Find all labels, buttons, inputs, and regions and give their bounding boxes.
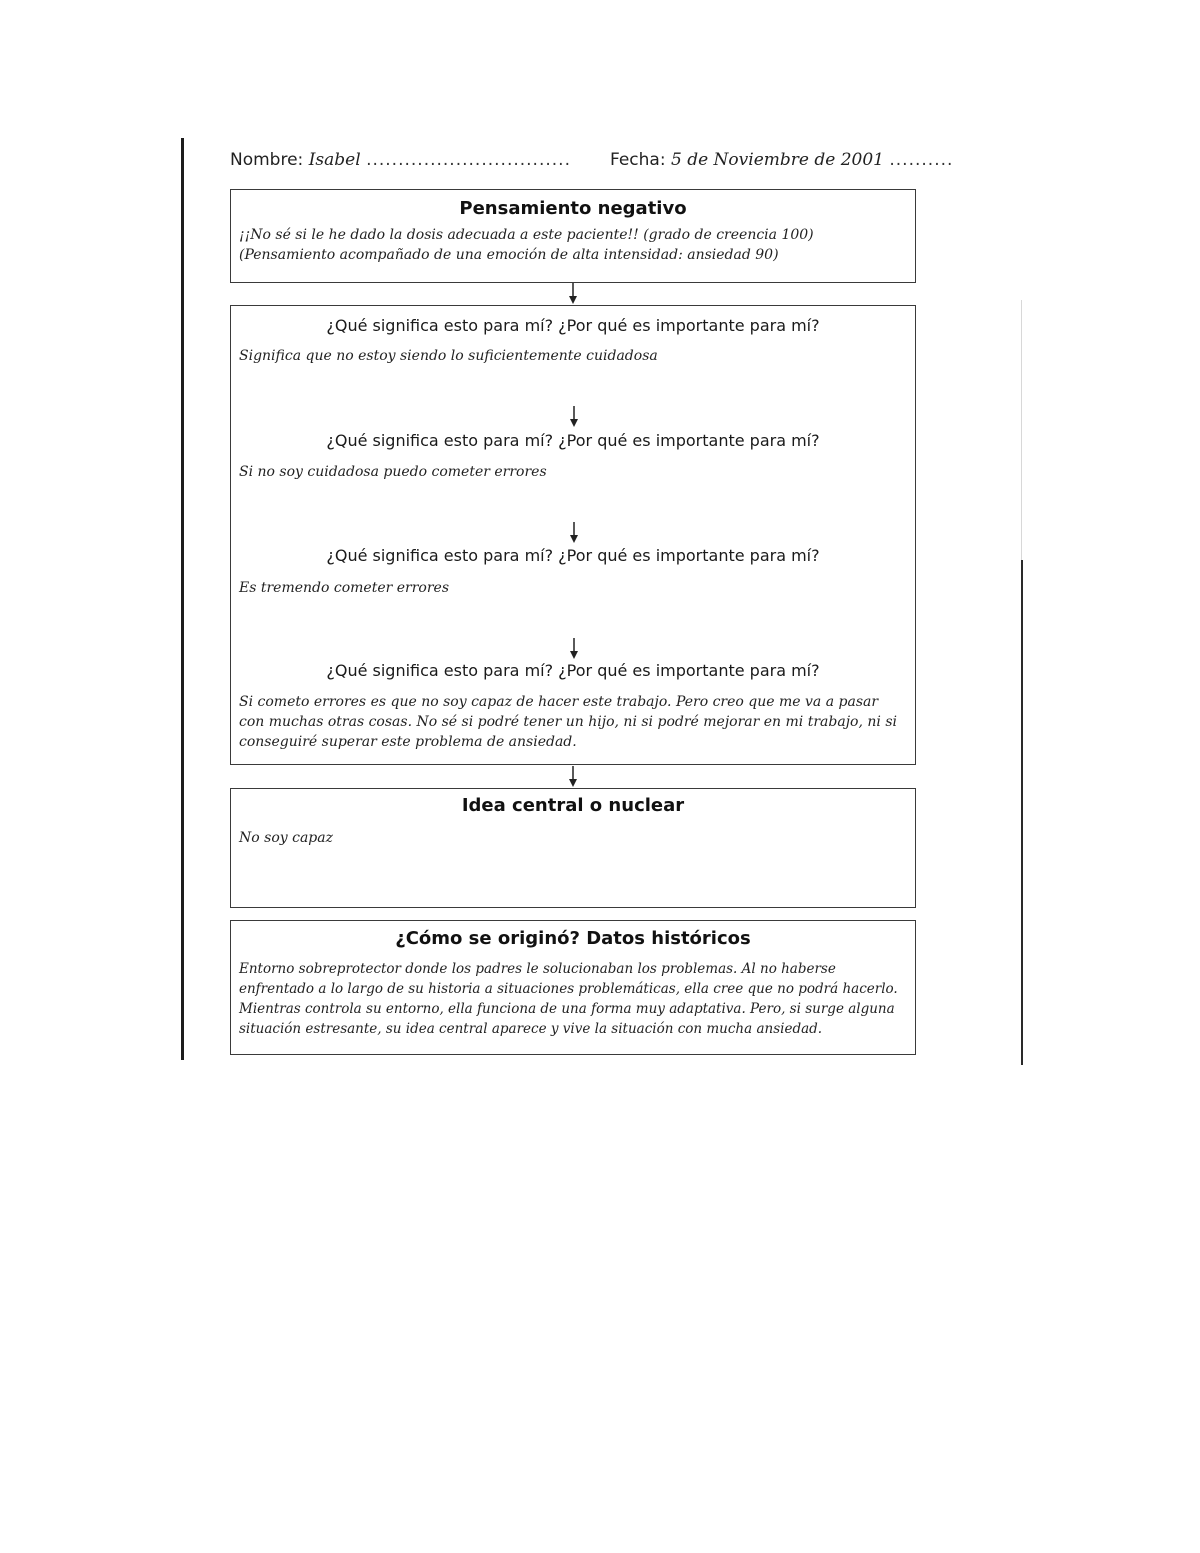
core-idea-title: Idea central o nuclear [461,795,685,816]
history-title: ¿Cómo se originó? Datos históricos [395,928,751,949]
negative-thought-title: Pensamiento negativo [459,198,687,219]
date-value: 5 de Noviembre de 2001 [670,150,884,170]
question-4: ¿Qué significa esto para mí? ¿Por qué es importante para mí? [326,661,820,680]
page-edge-line [1021,560,1023,1065]
down-arrow-icon [568,406,580,428]
down-arrow-icon [568,638,580,660]
answer-3: Es tremendo cometer errores [239,580,450,596]
binder-line [181,138,184,1060]
down-arrow-icon [568,522,580,544]
answer-1: Significa que no estoy siendo lo suficientemente cuidadosa [239,348,658,364]
answer-4: Si cometo errores es que no soy capaz de hacer este trabajo. Pero creo que me va a pasar con muchas otras cosas. No sé si podré tener un hijo, ni si podré mejorar en mi trabajo, ni si conseguiré superar este problema de ansiedad. [239,694,897,750]
worksheet-header [230,150,954,176]
question-2: ¿Qué significa esto para mí? ¿Por qué es importante para mí? [326,431,820,450]
down-arrow-icon [567,766,579,788]
core-idea-text: No soy capaz [239,830,333,846]
name-field [230,150,571,170]
history-text: Entorno sobreprotector donde los padres le solucionaban los problemas. Al no haberse enfrentado a lo largo de su historia a situaciones problemáticas, ella cree que no podrá hacerlo. Mientras controla su entorno, ella funciona de una forma muy adaptativa. Pero, si surge alguna situación estresante, su idea central aparece y vive la situación con mucha ansiedad. [239,961,898,1037]
name-label: Nombre: [230,150,304,170]
downward-arrow-box [230,305,916,765]
page-edge-faint [1021,300,1022,560]
negative-thought-line1: ¡¡No sé si le he dado la dosis adecuada a este paciente!! (grado de creencia 100) [239,227,814,243]
question-1: ¿Qué significa esto para mí? ¿Por qué es importante para mí? [326,316,820,335]
negative-thought-line2: (Pensamiento acompañado de una emoción de alta intensidad: ansiedad 90) [239,247,779,263]
name-dots: ................................ [366,150,571,170]
date-field [610,150,953,170]
core-idea-box [230,788,916,908]
history-box [230,920,916,1055]
date-dots: .......... [889,150,954,170]
question-3: ¿Qué significa esto para mí? ¿Por qué es importante para mí? [326,546,820,565]
date-label: Fecha: [610,150,666,170]
down-arrow-icon [567,283,579,305]
name-value: Isabel [308,150,361,170]
negative-thought-box [230,189,916,283]
answer-2: Si no soy cuidadosa puedo cometer errores [239,464,547,480]
